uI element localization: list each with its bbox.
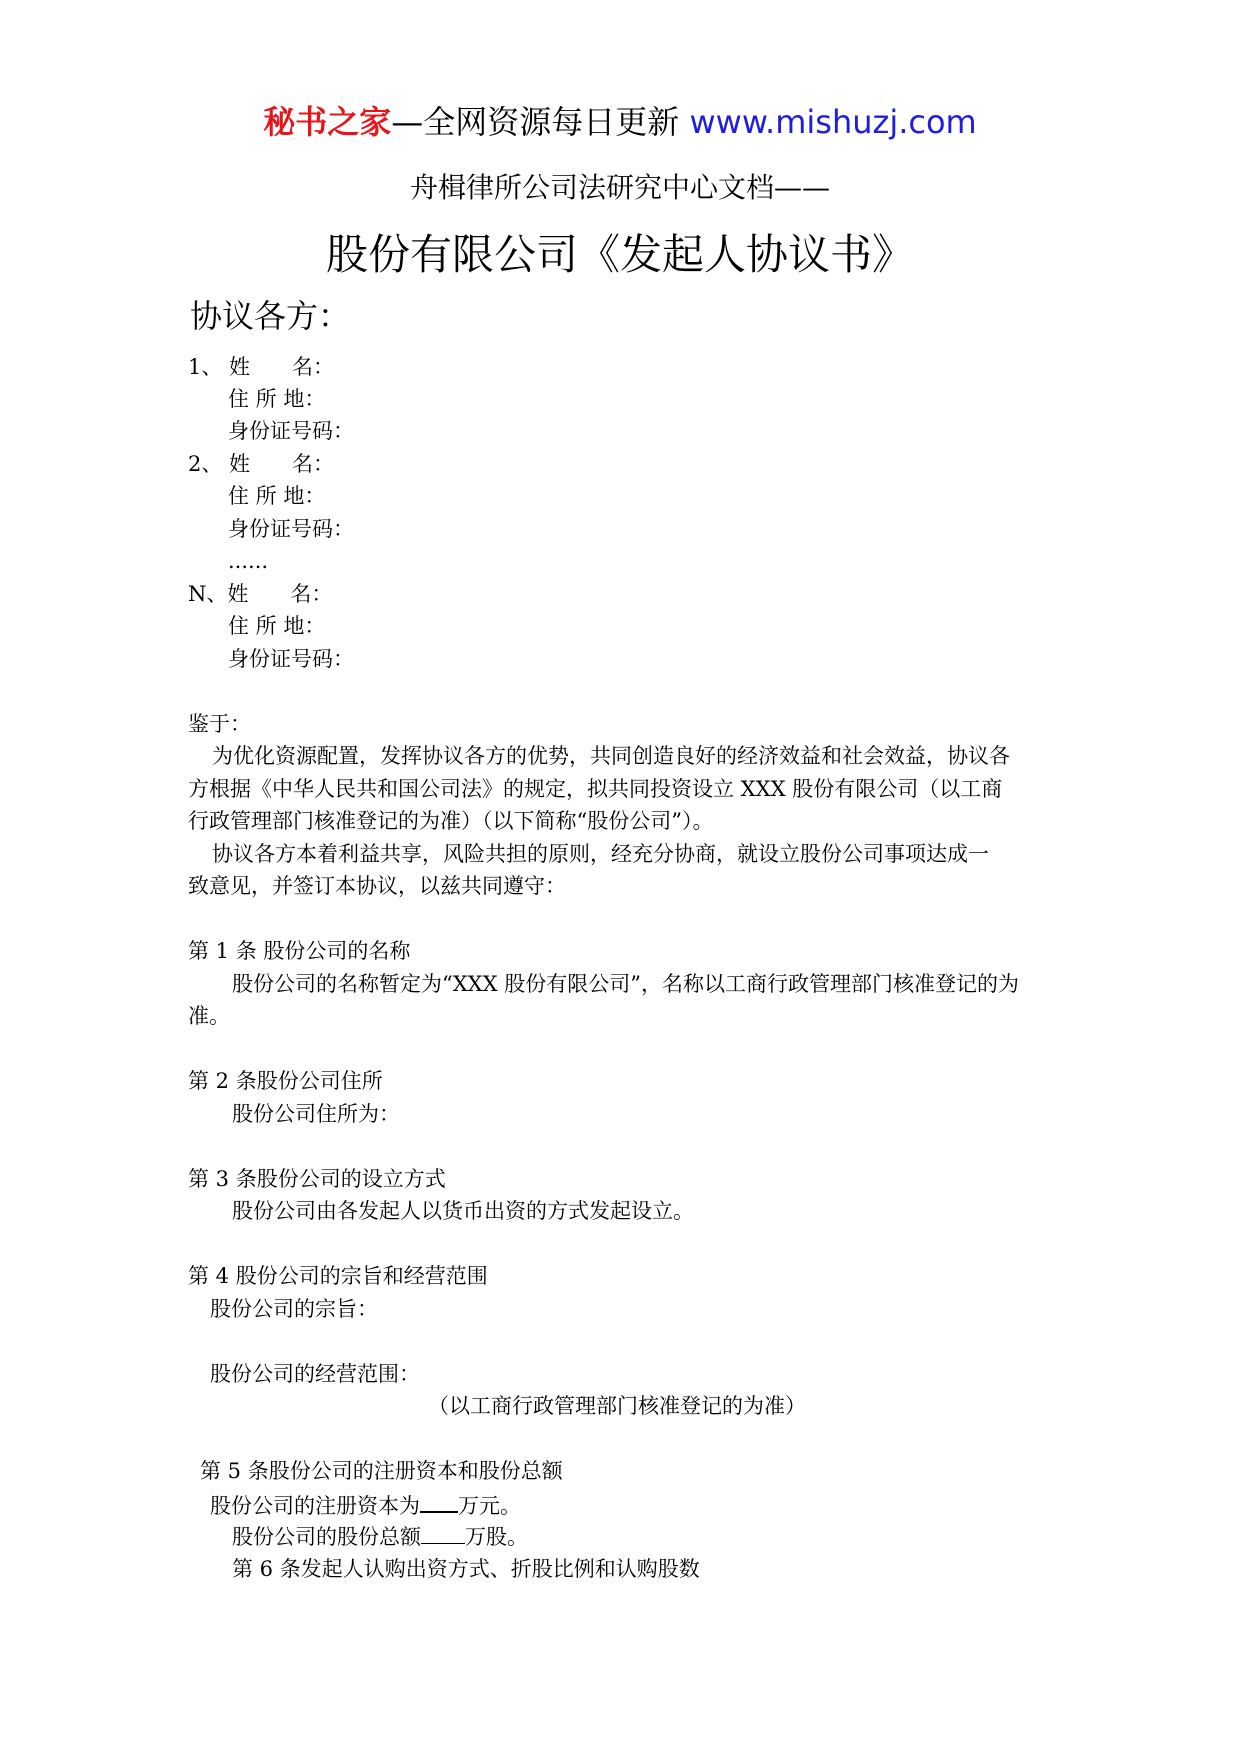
party-n-id: 身份证号码： [228, 647, 354, 671]
header-banner [0, 102, 1240, 142]
party-n-address: 住 所 地： [228, 614, 326, 638]
article-6-title: 第 6 条发起人认购出资方式、折股比例和认购股数 [232, 1557, 700, 1581]
blank-underline [421, 1523, 465, 1544]
whereas-para-1-line-2: 方根据《中华人民共和国公司法》的规定，拟共同投资设立 XXX 股份有限公司（以工商 [188, 777, 1003, 801]
party-2-name: 2、 姓 名： [188, 452, 335, 476]
article-5-line-1-text: 股份公司的注册资本为 [210, 1494, 420, 1518]
article-1-line-2: 准。 [188, 1004, 230, 1028]
whereas-para-2-line-2: 致意见，并签订本协议，以兹共同遵守： [188, 874, 566, 898]
whereas-para-2-line-1: 协议各方本着利益共享，风险共担的原则，经充分协商，就设立股份公司事项达成一 [212, 842, 989, 866]
document-title: 股份有限公司《发起人协议书》 [325, 230, 914, 279]
article-5-title: 第 5 条股份公司的注册资本和股份总额 [200, 1459, 563, 1483]
party-n-name: N、姓 名： [188, 582, 333, 606]
article-1-line-1: 股份公司的名称暂定为“XXX 股份有限公司”，名称以工商行政管理部门核准登记的为 [232, 972, 1019, 996]
article-5-line-2-text: 股份公司的股份总额 [232, 1525, 421, 1549]
whereas-para-1-line-3: 行政管理部门核准登记的为准）（以下简称“股份公司”）。 [188, 809, 714, 833]
article-4-line-1: 股份公司的宗旨： [210, 1297, 378, 1321]
site-url-link[interactable]: www.mishuzj.com [689, 103, 977, 141]
article-2-line-1: 股份公司住所为： [232, 1102, 400, 1126]
parties-heading: 协议各方： [190, 297, 351, 335]
article-4-title: 第 4 股份公司的宗旨和经营范围 [188, 1264, 488, 1288]
article-3-title: 第 3 条股份公司的设立方式 [188, 1167, 446, 1191]
article-4-line-3: （以工商行政管理部门核准登记的为准） [428, 1394, 806, 1418]
whereas-label: 鉴于： [188, 712, 251, 736]
party-2-address: 住 所 地： [228, 484, 326, 508]
blank-underline [420, 1491, 458, 1513]
article-5-line-1-unit: 万元。 [458, 1494, 521, 1518]
party-1-name: 1、 姓 名： [188, 355, 335, 379]
article-5-line-2 [232, 1523, 528, 1550]
article-4-line-2: 股份公司的经营范围： [210, 1362, 420, 1386]
brand-name: 秘书之家 [263, 103, 392, 141]
article-1-title: 第 1 条 股份公司的名称 [188, 939, 411, 963]
document-source-line: 舟楫律所公司法研究中心文档—— [409, 171, 830, 204]
article-5-line-2-unit: 万股。 [465, 1525, 528, 1549]
article-5-line-1 [210, 1491, 521, 1519]
party-1-id: 身份证号码： [228, 419, 354, 443]
article-2-title: 第 2 条股份公司住所 [188, 1069, 383, 1093]
banner-slogan: —全网资源每日更新 [391, 103, 690, 141]
whereas-para-1-line-1: 为优化资源配置，发挥协议各方的优势，共同创造良好的经济效益和社会效益，协议各 [212, 744, 1010, 768]
party-1-address: 住 所 地： [228, 387, 326, 411]
article-3-line-1: 股份公司由各发起人以货币出资的方式发起设立。 [232, 1199, 694, 1223]
party-ellipsis: ...... [228, 549, 269, 573]
party-2-id: 身份证号码： [228, 517, 354, 541]
